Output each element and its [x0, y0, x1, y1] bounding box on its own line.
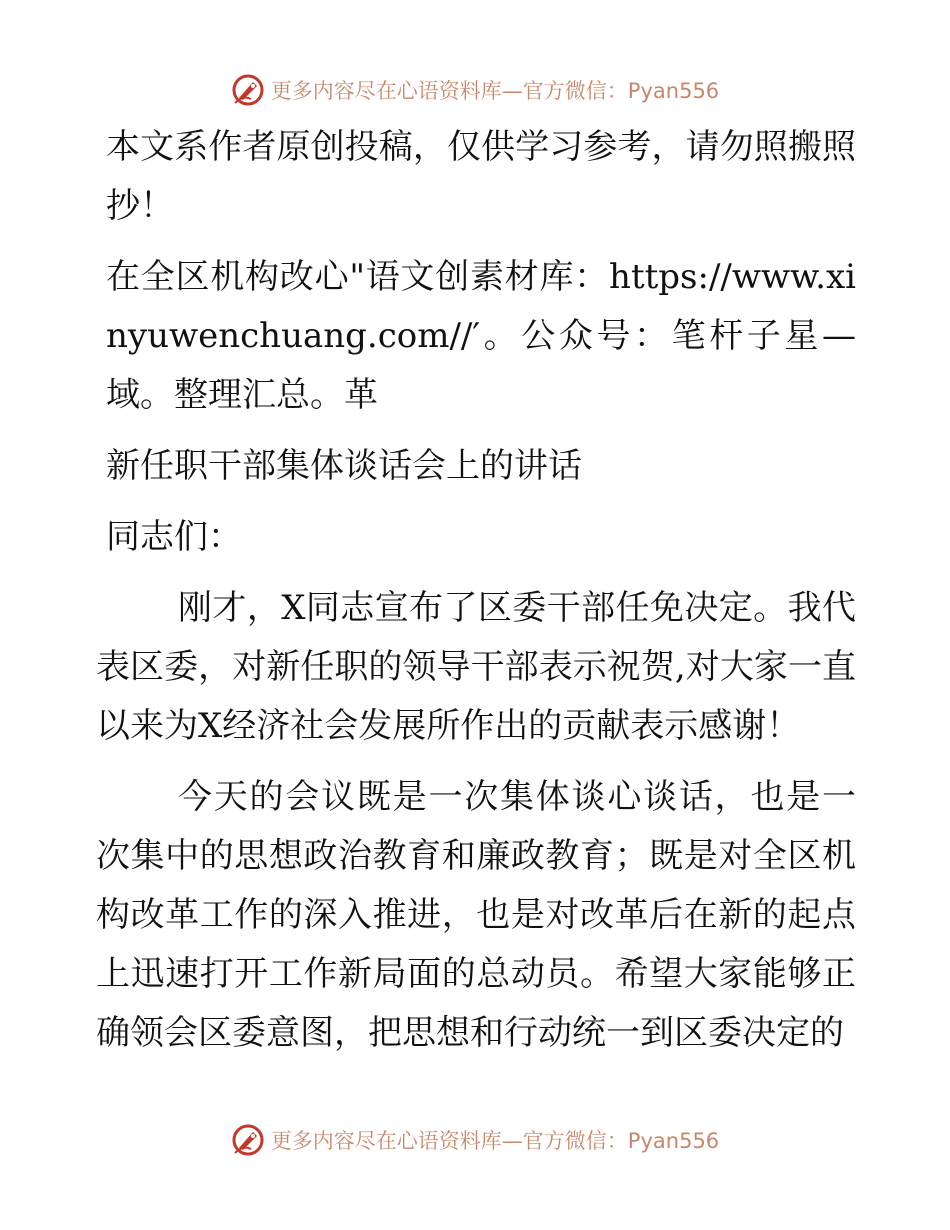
document-body: [96, 118, 856, 1075]
pen-nib-logo-icon: [231, 1123, 265, 1157]
header-banner-text: 更多内容尽在心语资料库—官方微信：Pyan556: [270, 79, 720, 103]
header-banner: [0, 68, 950, 112]
paragraph-1: 刚才，X同志宣布了区委干部任免决定。我代表区委，对新任职的领导干部表示祝贺,对大家一直以来为X经济社会发展所作出的贡献表示感谢！: [96, 588, 856, 746]
footer-banner-text: 更多内容尽在心语资料库—官方微信：Pyan556: [270, 1129, 720, 1153]
paragraph-2: 今天的会议既是一次集体谈心谈话，也是一次集中的思想政治教育和廉政教育；既是对全区机构改革工作的深入推进，也是对改革后在新的起点上迅速打开工作新局面的总动员。希望大家能够正确领会区委意图，把思想和行动统一到区委决定的: [96, 777, 856, 1053]
salutation: 同志们：: [106, 517, 242, 557]
footer-banner: [0, 1118, 950, 1162]
source-line: 在全区机构改心"语文创素材库：https://www.xinyuwenchuang.com//′。公众号：笔杆子星—域。整理汇总。革: [106, 257, 856, 415]
copyright-notice: 本文系作者原创投稿，仅供学习参考，请勿照搬照抄！: [106, 127, 856, 226]
speech-title: 新任职干部集体谈话会上的讲话: [106, 446, 582, 486]
pen-nib-logo-icon: [231, 73, 265, 107]
